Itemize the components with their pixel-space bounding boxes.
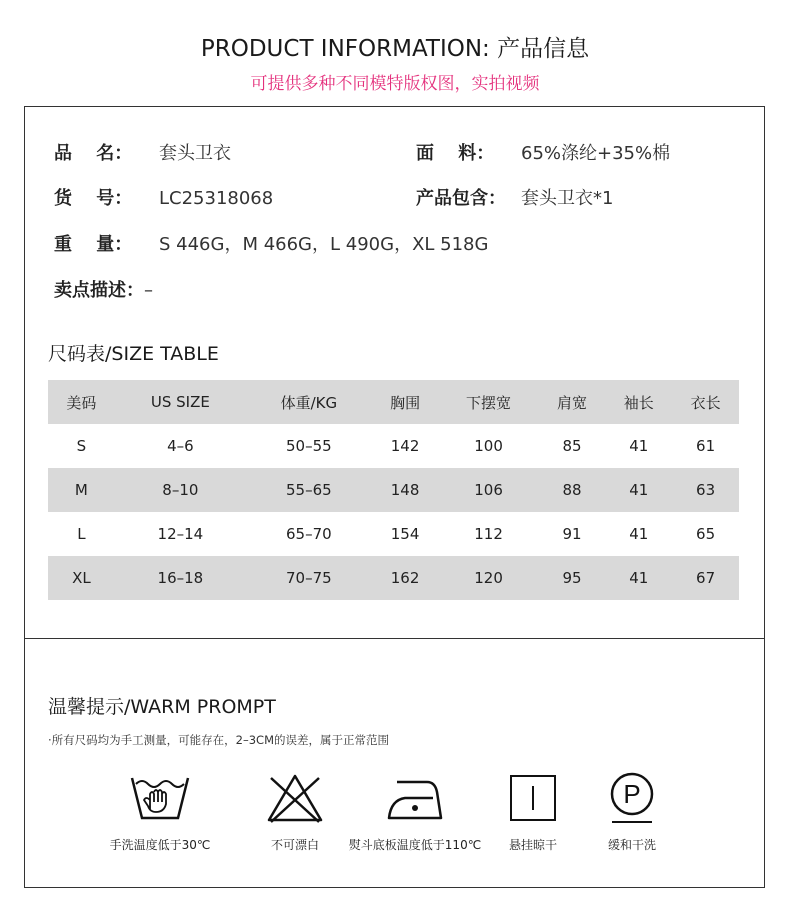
info-fabric-label: 面 料：: [416, 143, 495, 164]
table-cell: 65: [696, 525, 716, 543]
info-weight-value: S 446G，M 466G，L 490G，XL 518G: [159, 234, 489, 255]
care-label: 缓和干洗: [607, 838, 656, 852]
table-row: [48, 424, 739, 468]
table-cell: 67: [696, 569, 716, 587]
page-subtitle: 可提供多种不同模特版权图，实拍视频: [250, 74, 540, 94]
table-cell: 70–75: [285, 569, 332, 587]
info-sku: [54, 184, 273, 210]
table-cell: M: [74, 481, 88, 499]
info-package-value: 套头卫衣*1: [521, 188, 614, 209]
table-cell: 88: [562, 481, 582, 499]
header-cell: 胸围: [390, 393, 421, 412]
table-cell: 65–70: [285, 525, 332, 543]
header-cell: 美码: [66, 393, 97, 412]
header-cell: 下摆宽: [466, 393, 512, 412]
table-cell: XL: [72, 569, 91, 587]
care-label: 手洗温度低于30℃: [109, 838, 211, 852]
info-selling-value: –: [144, 280, 153, 301]
header-cell: 袖长: [623, 393, 654, 412]
table-row: [48, 512, 739, 556]
table-cell: 142: [390, 437, 420, 455]
table-cell: 4–6: [167, 437, 194, 455]
size-table-title: 尺码表/SIZE TABLE: [48, 343, 219, 365]
hand-wash-icon: [128, 770, 192, 826]
info-name-label: 品 名：: [54, 143, 133, 164]
page-title: PRODUCT INFORMATION: 产品信息: [200, 36, 590, 62]
info-name: [54, 139, 231, 165]
table-row: [48, 468, 739, 512]
table-cell: 100: [474, 437, 503, 455]
no-bleach-icon: [263, 770, 327, 826]
care-label: 悬挂晾干: [508, 838, 557, 852]
size-table-header: [48, 380, 739, 424]
table-cell: 41: [629, 437, 649, 455]
table-cell: 112: [474, 525, 503, 543]
table-cell: 106: [474, 481, 503, 499]
table-cell: 12–14: [157, 525, 204, 543]
iron-icon: [383, 770, 447, 826]
table-cell: 85: [562, 437, 582, 455]
table-row: [48, 556, 739, 600]
info-package-label: 产品包含：: [416, 188, 506, 209]
panel-divider: [24, 638, 765, 639]
table-cell: 162: [390, 569, 420, 587]
care-item-dry-clean: [552, 770, 712, 853]
svg-text:P: P: [623, 779, 641, 809]
table-cell: 95: [562, 569, 582, 587]
info-name-value: 套头卫衣: [159, 143, 231, 164]
info-selling-label: 卖点描述：: [54, 280, 144, 301]
info-selling: [54, 276, 153, 302]
warm-prompt-title: 温馨提示/WARM PROMPT: [48, 696, 276, 718]
table-cell: 16–18: [157, 569, 204, 587]
info-fabric-value: 65%涤纶+35%棉: [521, 143, 671, 164]
header-cell: US SIZE: [150, 393, 210, 411]
info-sku-label: 货 号：: [54, 188, 133, 209]
table-cell: 148: [390, 481, 420, 499]
table-cell: 154: [390, 525, 420, 543]
table-cell: 41: [629, 569, 649, 587]
table-cell: 55–65: [285, 481, 332, 499]
info-weight: [54, 230, 488, 256]
table-cell: L: [77, 525, 86, 543]
care-label: 不可漂白: [270, 838, 319, 852]
table-cell: 50–55: [285, 437, 332, 455]
header-cell: 体重/KG: [280, 393, 338, 412]
table-cell: 120: [474, 569, 503, 587]
care-label: 熨斗底板温度低于110℃: [348, 838, 482, 852]
warm-prompt-note: ·所有尺码均为手工测量，可能存在，2–3CM的误差，属于正常范围: [48, 733, 389, 747]
info-sku-value: LC25318068: [159, 188, 274, 209]
header-cell: 衣长: [690, 393, 721, 412]
table-cell: S: [76, 437, 87, 455]
header-cell: 肩宽: [557, 393, 588, 412]
table-cell: 8–10: [162, 481, 199, 499]
table-cell: 91: [562, 525, 582, 543]
table-cell: 61: [696, 437, 716, 455]
table-cell: 41: [629, 481, 649, 499]
size-table: [48, 380, 739, 600]
table-cell: 41: [629, 525, 649, 543]
info-package: [416, 184, 613, 210]
dry-clean-icon: [600, 770, 664, 826]
info-weight-label: 重 量：: [54, 234, 133, 255]
info-fabric: [416, 139, 670, 165]
table-cell: 63: [696, 481, 716, 499]
